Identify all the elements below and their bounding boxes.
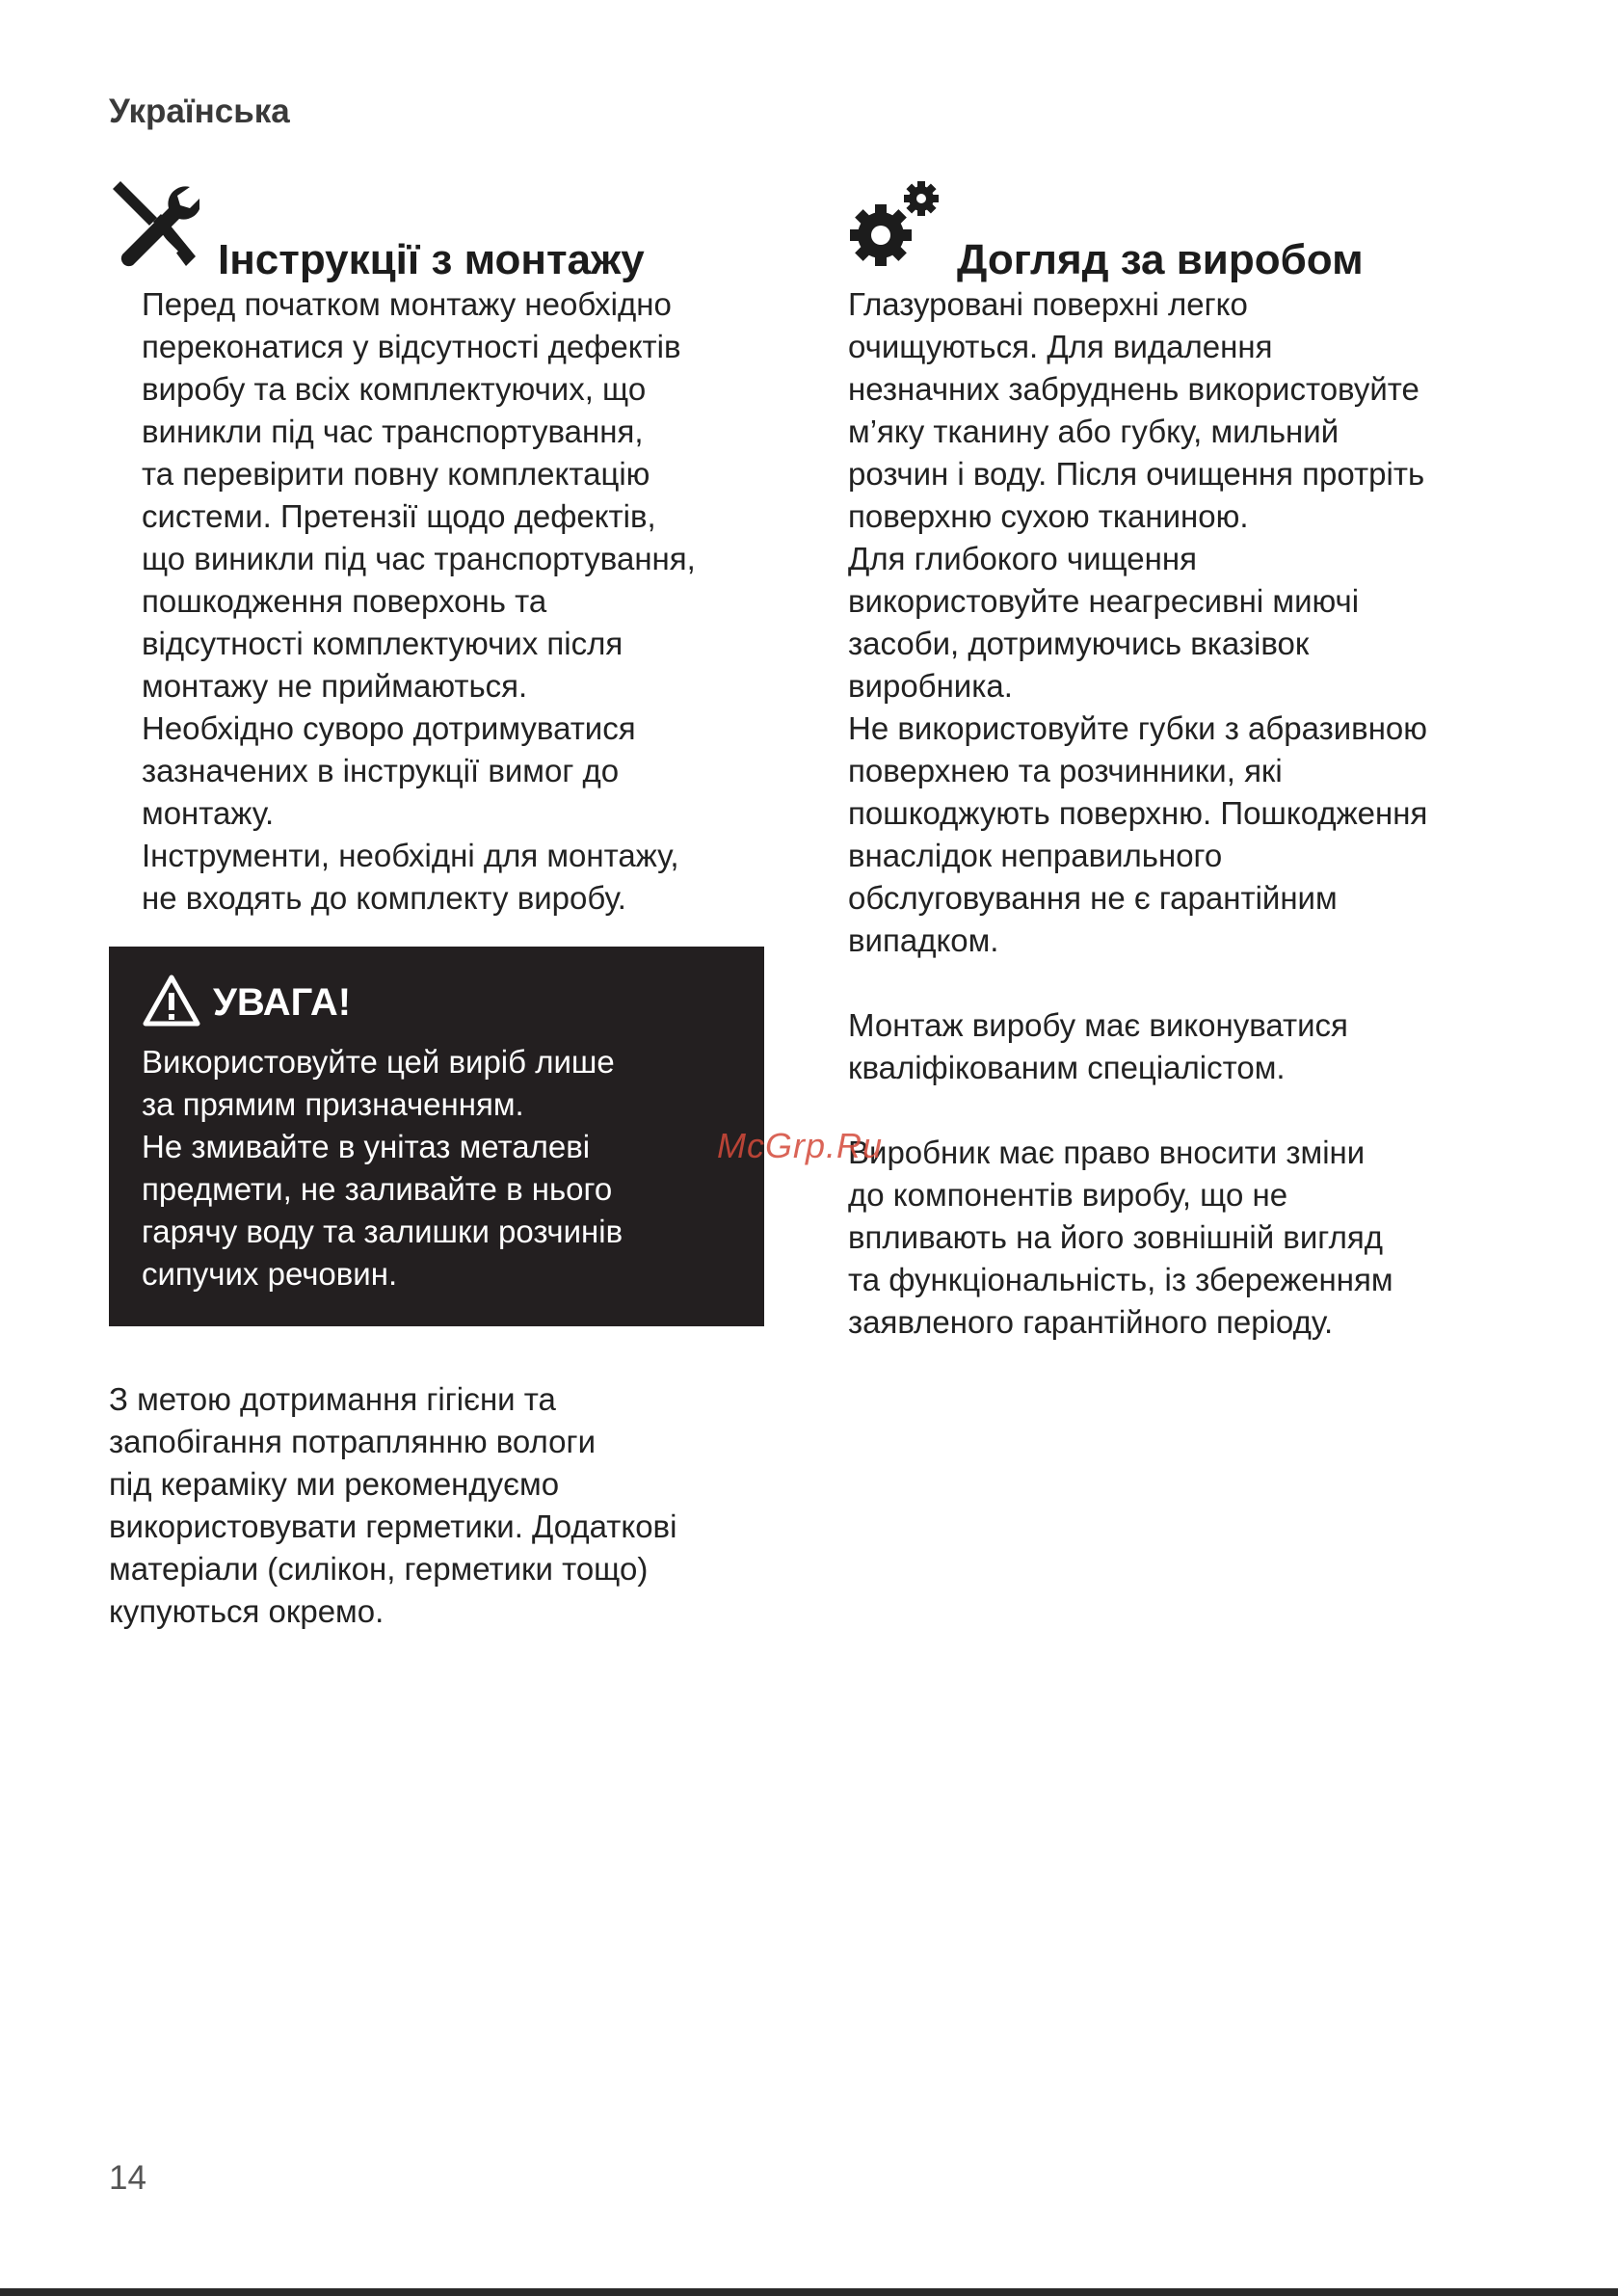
text-line: Глазуровані поверхні легко (848, 286, 1248, 322)
installation-title: Інструкції з монтажу (218, 236, 645, 283)
text-line: сипучих речовин. (142, 1256, 398, 1292)
text-line: що виникли під час транспортування, (142, 541, 696, 576)
text-line: використовувати герметики. Додаткові (109, 1508, 677, 1544)
text-line: пошкодження поверхонь та (142, 583, 547, 619)
bottom-rule (0, 2288, 1618, 2296)
text-line: Використовуйте цей виріб лише (142, 1044, 615, 1080)
text-line: внаслідок неправильного (848, 838, 1223, 873)
gears-icon (848, 179, 944, 275)
warning-triangle-icon (142, 974, 201, 1032)
text-line: Перед початком монтажу необхідно (142, 286, 672, 322)
text-line: предмети, не заливайте в нього (142, 1171, 613, 1207)
language-label: Українська (109, 93, 290, 130)
text-line: заявленого гарантійного періоду. (848, 1304, 1334, 1340)
hygiene-text (109, 1378, 783, 1633)
text-line: відсутності комплектуючих після (142, 626, 623, 661)
installation-section (109, 179, 764, 920)
text-line: запобігання потраплянню вологи (109, 1424, 597, 1459)
text-line: Не використовуйте губки з абразивною (848, 710, 1428, 746)
warning-title: УВАГА! (213, 980, 352, 1024)
text-line: монтажу не приймаються. (142, 668, 528, 704)
text-line: обслуговування не є гарантійним (848, 880, 1338, 916)
text-line: використовуйте неагресивні миючі (848, 583, 1360, 619)
care-section (848, 179, 1542, 1344)
care-header (848, 179, 1542, 281)
text-line: гарячу воду та залишки розчинів (142, 1214, 623, 1249)
text-line: не входять до комплекту виробу. (142, 880, 626, 916)
text-line: Не змивайте в унітаз металеві (142, 1129, 591, 1164)
text-line: впливають на його зовнішній вигляд (848, 1219, 1383, 1255)
text-line: пошкоджують поверхню. Пошкодження (848, 795, 1428, 831)
text-line: засоби, дотримуючись вказівок (848, 626, 1310, 661)
text-line: купуються окремо. (109, 1593, 385, 1629)
text-line: незначних забруднень використовуйте (848, 371, 1419, 407)
text-line: розчин і воду. Після очищення протріть (848, 456, 1425, 492)
text-line: очищуються. Для видалення (848, 329, 1273, 364)
tools-icon (109, 179, 199, 275)
text-line: Монтаж виробу має виконуватися (848, 1007, 1348, 1043)
text-line: монтажу. (142, 795, 275, 831)
blank-line (848, 1089, 1542, 1132)
text-line: Інструменти, необхідні для монтажу, (142, 838, 679, 873)
text-line: переконатися у відсутності дефектів (142, 329, 681, 364)
text-line: З метою дотримання гігієни та (109, 1381, 556, 1417)
text-line: виробу та всіх комплектуючих, що (142, 371, 647, 407)
text-line: випадком. (848, 922, 999, 958)
warning-text (142, 1041, 764, 1295)
text-line: м’яку тканину або губку, мильний (848, 414, 1339, 449)
text-line: Необхідно суворо дотримуватися (142, 710, 636, 746)
installation-header (109, 179, 764, 281)
text-line: під кераміку ми рекомендуємо (109, 1466, 560, 1502)
care-title: Догляд за виробом (957, 236, 1364, 283)
warning-box (109, 947, 764, 1326)
warning-header (142, 964, 764, 1041)
watermark: McGrp.Ru (717, 1126, 884, 1165)
text-line: зазначених в інструкції вимог до (142, 753, 620, 788)
text-line: Для глибокого чищення (848, 541, 1197, 576)
text-line: до компонентів виробу, що не (848, 1177, 1288, 1213)
text-line: системи. Претензії щодо дефектів, (142, 498, 656, 534)
hygiene-paragraph (109, 1378, 783, 1633)
text-line: поверхнею та розчинники, які (848, 753, 1283, 788)
text-line: виробника. (848, 668, 1013, 704)
page-number: 14 (109, 2159, 146, 2197)
text-line: кваліфікованим спеціалістом. (848, 1050, 1286, 1085)
text-line: матеріали (силікон, герметики тощо) (109, 1551, 649, 1587)
text-line: виникли під час транспортування, (142, 414, 644, 449)
text-line: Виробник має право вносити зміни (848, 1135, 1366, 1170)
text-line: та перевірити повну комплектацію (142, 456, 650, 492)
installation-text (142, 283, 764, 920)
text-line: поверхню сухою тканиною. (848, 498, 1249, 534)
text-line: та функціональність, із збереженням (848, 1262, 1393, 1297)
blank-line (848, 962, 1542, 1004)
care-text (848, 283, 1542, 1344)
text-line: за прямим призначенням. (142, 1086, 524, 1122)
